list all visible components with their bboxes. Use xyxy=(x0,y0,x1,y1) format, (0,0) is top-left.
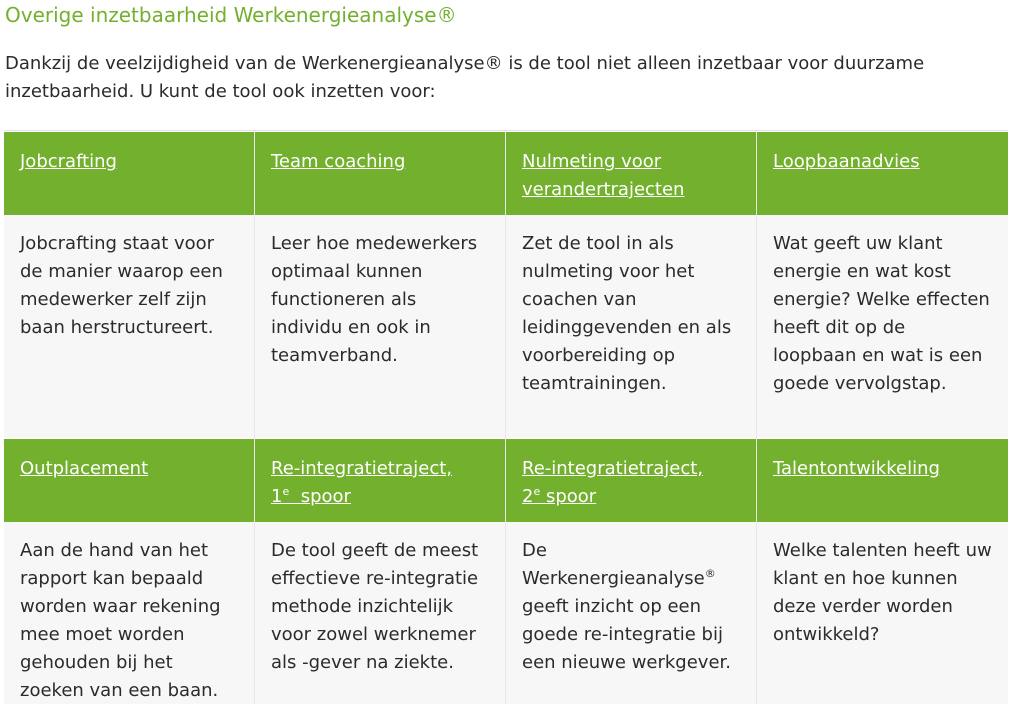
reintegratie-2-text-brand: Werkenergieanalyse xyxy=(522,568,705,589)
card-text-reintegratie-2e-spoor xyxy=(506,522,756,704)
card-header-jobcrafting xyxy=(4,131,254,215)
intro-paragraph: Dankzij de veelzijdigheid van de Werkenergieanalyse® is de tool niet alleen inzetbaar voor duurzame inzetbaarheid. U kunt de tool ook inzetten voor: xyxy=(5,53,925,102)
reintegratie-2-heading-line1: Re-integratietraject, xyxy=(522,458,704,479)
options-table xyxy=(4,130,1008,704)
reintegratie-2-heading-sup: e xyxy=(533,485,541,498)
reintegratie-1-heading-tail: spoor xyxy=(300,486,351,507)
outplacement-link[interactable]: Outplacement xyxy=(20,458,149,479)
card-text-talentontwikkeling: Welke talenten heeft uw klant en hoe kunnen deze verder worden ontwikkeld? xyxy=(757,522,1008,704)
card-text-outplacement: Aan de hand van het rapport kan bepaald worden waar rekening mee moet worden gehouden bij het zoeken van een baan. xyxy=(4,522,254,704)
reintegratie-1-heading-number: 1 xyxy=(271,486,283,507)
page-title: Overige inzetbaarheid Werkenergieanalyse® xyxy=(5,3,457,27)
talentontwikkeling-link[interactable]: Talentontwikkeling xyxy=(773,458,940,479)
reintegratie-2-text-rest: geeft inzicht op een goede re-integratie bij een nieuwe werkgever. xyxy=(522,596,732,673)
registered-mark: ® xyxy=(704,567,716,580)
card-header-loopbaanadvies xyxy=(757,131,1008,215)
card-text-loopbaanadvies: Wat geeft uw klant energie en wat kost energie? Welke effecten heeft dit op de loopbaan en wat is een goede vervolgstap. xyxy=(757,215,1008,438)
card-header-talentontwikkeling xyxy=(757,438,1008,522)
reintegratie-1e-spoor-link[interactable] xyxy=(271,458,452,507)
reintegratie-2-heading-tail: spoor xyxy=(545,486,597,507)
card-header-reintegratie-1e-spoor xyxy=(255,438,505,522)
jobcrafting-link[interactable]: Jobcrafting xyxy=(20,151,117,172)
card-text-reintegratie-1e-spoor: De tool geeft de meest effectieve re-integratie methode inzichtelijk voor zowel werknemer als -gever na ziekte. xyxy=(255,522,505,704)
reintegratie-1-heading-line1: Re-integratietraject, xyxy=(271,458,453,479)
team-coaching-link[interactable]: Team coaching xyxy=(271,151,406,172)
card-header-nulmeting xyxy=(506,131,756,215)
reintegratie-1-heading-sup: e xyxy=(282,485,290,498)
loopbaanadvies-link[interactable]: Loopbaanadvies xyxy=(773,151,920,172)
card-header-team-coaching xyxy=(255,131,505,215)
card-header-outplacement xyxy=(4,438,254,522)
card-text-team-coaching: Leer hoe medewerkers optimaal kunnen functioneren als individu en ook in teamverband. xyxy=(255,215,505,438)
card-header-reintegratie-2e-spoor xyxy=(506,438,756,522)
nulmeting-link[interactable]: Nulmeting voor verandertrajecten xyxy=(522,151,685,200)
reintegratie-2-text-line1: De xyxy=(522,540,547,561)
card-text-nulmeting: Zet de tool in als nulmeting voor het coachen van leidinggevenden en als voorbereiding op teamtrainingen. xyxy=(506,215,756,438)
reintegratie-2-heading-number: 2 xyxy=(522,486,534,507)
reintegratie-2e-spoor-link[interactable] xyxy=(522,458,703,507)
card-text-jobcrafting: Jobcrafting staat voor de manier waarop een medewerker zelf zijn baan herstructureert. xyxy=(4,215,254,438)
